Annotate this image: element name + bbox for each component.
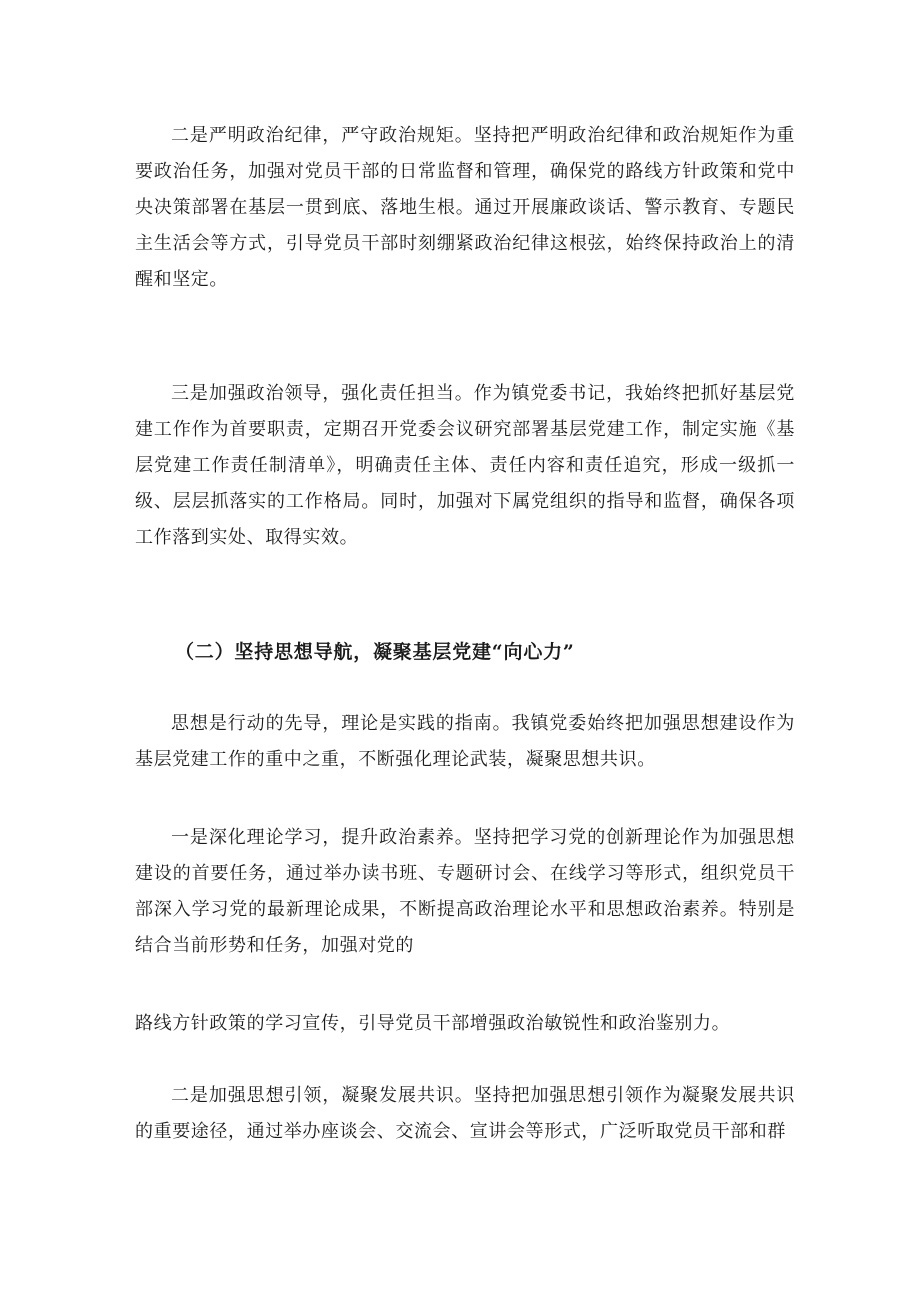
paragraph-political-discipline: 二是严明政治纪律，严守政治规矩。坚持把严明政治纪律和政治规矩作为重要政治任务，加强对党员干部的日常监督和管理，确保党的路线方针政策和党中央决策部署在基层一贯到底、落地生根。通过开展廉政谈话、警示教育、专题民主生活会等方式，引导党员干部时刻绷紧政治纪律这根弦，始终保持政治上的清醒和坚定。 bbox=[135, 125, 795, 290]
section-heading: （二）坚持思想导航，凝聚基层党建“向心力” bbox=[175, 641, 575, 663]
paragraph-theory-study: 一是深化理论学习，提升政治素养。坚持把学习党的创新理论作为加强思想建设的首要任务，通过举办读书班、专题研讨会、在线学习等形式，组织党员干部深入学习党的最新理论成果，不断提高政治理论水平和思想政治素养。特别是结合当前形势和任务，加强对党的 bbox=[135, 827, 795, 956]
paragraph-theory-study-continued: 路线方针政策的学习宣传，引导党员干部增强政治敏锐性和政治鉴别力。 bbox=[135, 1013, 731, 1034]
paragraph-intro: 思想是行动的先导，理论是实践的指南。我镇党委始终把加强思想建设作为基层党建工作的重中之重，不断强化理论武装，凝聚思想共识。 bbox=[135, 713, 795, 770]
paragraph-thought-guidance: 二是加强思想引领，凝聚发展共识。坚持把加强思想引领作为凝聚发展共识的重要途径，通过举办座谈会、交流会、宣讲会等形式，广泛听取党员干部和群 bbox=[135, 1085, 795, 1142]
paragraph-political-leadership: 三是加强政治领导，强化责任担当。作为镇党委书记，我始终把抓好基层党建工作作为首要职责，定期召开党委会议研究部署基层党建工作，制定实施《基层党建工作责任制清单》，明确责任主体、责任内容和责任追究，形成一级抓一级、层层抓落实的工作格局。同时，加强对下属党组织的指导和监督，确保各项工作落到实处、取得实效。 bbox=[135, 383, 795, 548]
